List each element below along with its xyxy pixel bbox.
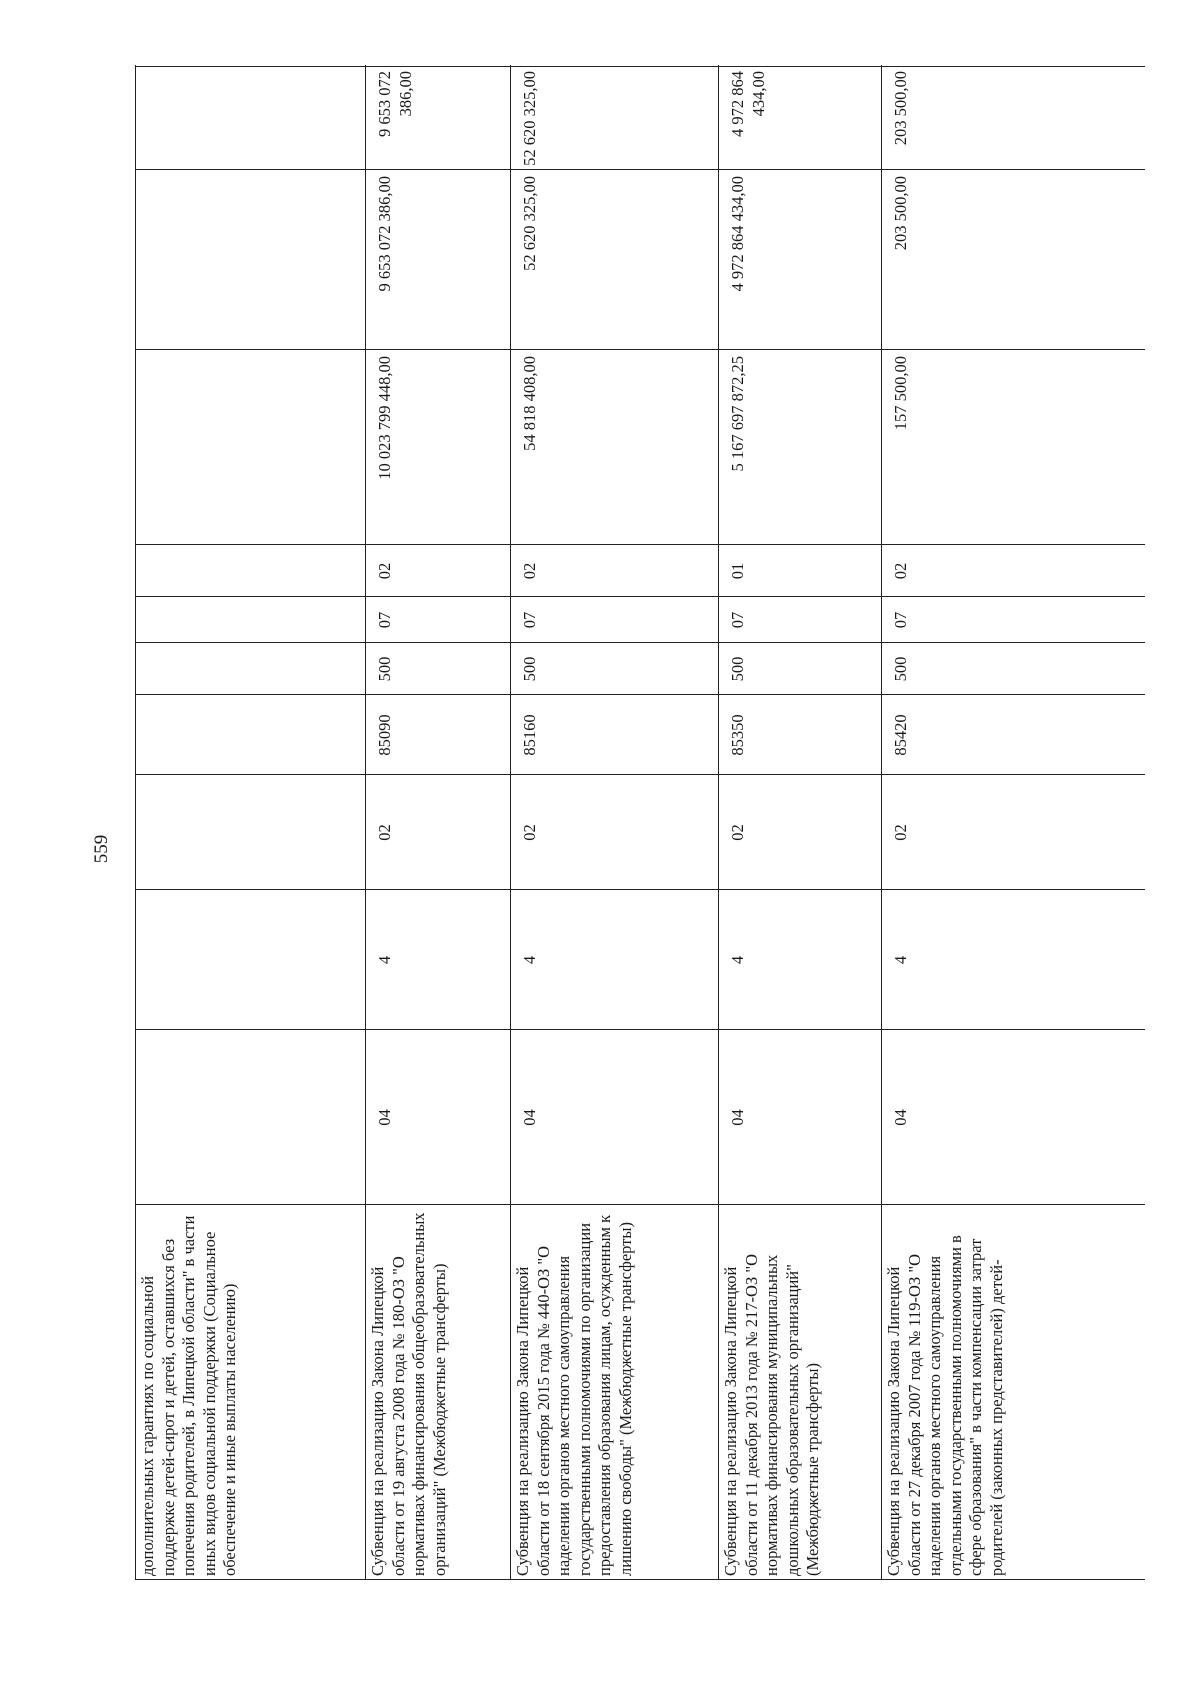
- row-description: Субвенция на реализацию Закона Липецкой области от 19 августа 2008 года № 180-ОЗ "О нормативах финансирования общеобразовательных организаций" (Межбюджетные трансферты): [368, 1212, 449, 1576]
- code-cell: 85350: [728, 714, 747, 756]
- code-cell: 07: [375, 611, 394, 629]
- code-cell: 01: [728, 562, 747, 580]
- code-cell: 4: [375, 955, 394, 965]
- amount-cell: 54 818 408,00: [520, 356, 539, 451]
- code-cell: 85160: [520, 714, 539, 756]
- column-separator: [135, 66, 1145, 67]
- code-cell: 07: [520, 611, 539, 629]
- code-cell: 02: [520, 824, 539, 841]
- amount-cell: 203 500,00: [891, 176, 910, 251]
- code-cell: [135, 643, 145, 695]
- row-separator: [135, 65, 136, 1580]
- column-separator: [135, 1579, 1145, 1580]
- amount-cell: [135, 65, 145, 170]
- code-cell: 02: [375, 824, 394, 841]
- code-cell: 07: [891, 611, 910, 629]
- code-cell: 4: [728, 955, 747, 965]
- code-cell: [135, 775, 145, 890]
- amount-cell: 157 500,00: [891, 356, 910, 431]
- column-separator: [135, 774, 1145, 775]
- column-separator: [135, 642, 1145, 643]
- amount-cell: 4 972 864 434,00: [728, 71, 768, 137]
- code-cell: 500: [375, 656, 394, 682]
- row-description: Субвенция на реализацию Закона Липецкой области от 27 декабря 2007 года № 119-ОЗ "О наделении органов местного самоуправления отдельными государственными полномочиями в сфере образования" в части компенсации затрат родителей (законных представителей) детей-: [884, 1235, 1006, 1576]
- code-cell: [135, 597, 145, 643]
- code-cell: 02: [375, 562, 394, 580]
- code-cell: 04: [728, 1109, 747, 1126]
- row-separator: [718, 65, 719, 1580]
- column-separator: [135, 1204, 1145, 1205]
- table-row: [718, 65, 881, 1580]
- amount-cell: [135, 350, 145, 545]
- row-separator: [365, 65, 366, 1580]
- code-cell: [135, 545, 145, 597]
- row-description: Субвенция на реализацию Закона Липецкой области от 18 сентября 2015 года № 440-ОЗ "О наделении органов местного самоуправления государственными полномочиями по организации предоставления образования лицам, осужденным к лишению свободы" (Межбюджетные трансферты): [513, 1214, 635, 1576]
- code-cell: [135, 1030, 145, 1205]
- amount-cell: 203 500,00: [891, 71, 910, 146]
- code-cell: 04: [375, 1109, 394, 1126]
- code-cell: [135, 695, 145, 775]
- code-cell: 4: [520, 955, 539, 965]
- amount-cell: 4 972 864 434,00: [728, 176, 747, 292]
- table-row: [135, 65, 365, 1580]
- amount-cell: 10 023 799 448,00: [375, 356, 394, 480]
- code-cell: 500: [520, 656, 539, 682]
- code-cell: 4: [891, 955, 910, 965]
- row-description: дополнительных гарантиях по социальной поддержке детей-сирот и детей, оставшихся без попечения родителей, в Липецкой области" в части иных видов социальной поддержки (Социальное обеспечение и иные выплаты населению): [138, 1215, 239, 1576]
- amount-cell: 52 620 325,00: [520, 71, 539, 166]
- column-separator: [135, 1029, 1145, 1030]
- column-separator: [135, 169, 1145, 170]
- code-cell: 85090: [375, 714, 394, 756]
- page-number: 559: [91, 834, 112, 864]
- code-cell: 02: [891, 562, 910, 580]
- amount-cell: [135, 170, 145, 350]
- code-cell: 500: [728, 656, 747, 682]
- table-row: [510, 65, 718, 1580]
- budget-table: [135, 65, 1145, 1580]
- code-cell: 02: [520, 562, 539, 580]
- table-row: [365, 65, 510, 1580]
- code-cell: 02: [728, 824, 747, 841]
- amount-cell: 5 167 697 872,25: [728, 356, 747, 472]
- table-row: [881, 65, 1145, 1580]
- column-separator: [135, 349, 1145, 350]
- row-separator: [510, 65, 511, 1580]
- column-separator: [135, 889, 1145, 890]
- code-cell: 85420: [891, 714, 910, 756]
- amount-cell: 52 620 325,00: [520, 176, 539, 271]
- amount-cell: 9 653 072 386,00: [375, 176, 394, 292]
- budget-table-frame: [135, 65, 1145, 1580]
- code-cell: 04: [891, 1109, 910, 1126]
- code-cell: [135, 890, 145, 1030]
- column-separator: [135, 596, 1145, 597]
- code-cell: 500: [891, 656, 910, 682]
- row-description: Субвенция на реализацию Закона Липецкой области от 11 декабря 2013 года № 217-ОЗ "О нормативах финансирования муниципальных дошкольных образовательных организаций" (Межбюджетные трансферты): [721, 1254, 822, 1576]
- code-cell: 02: [891, 824, 910, 841]
- column-separator: [135, 544, 1145, 545]
- row-separator: [881, 65, 882, 1580]
- code-cell: 04: [520, 1109, 539, 1126]
- column-separator: [135, 694, 1145, 695]
- code-cell: 07: [728, 611, 747, 629]
- amount-cell: 9 653 072 386,00: [375, 71, 415, 137]
